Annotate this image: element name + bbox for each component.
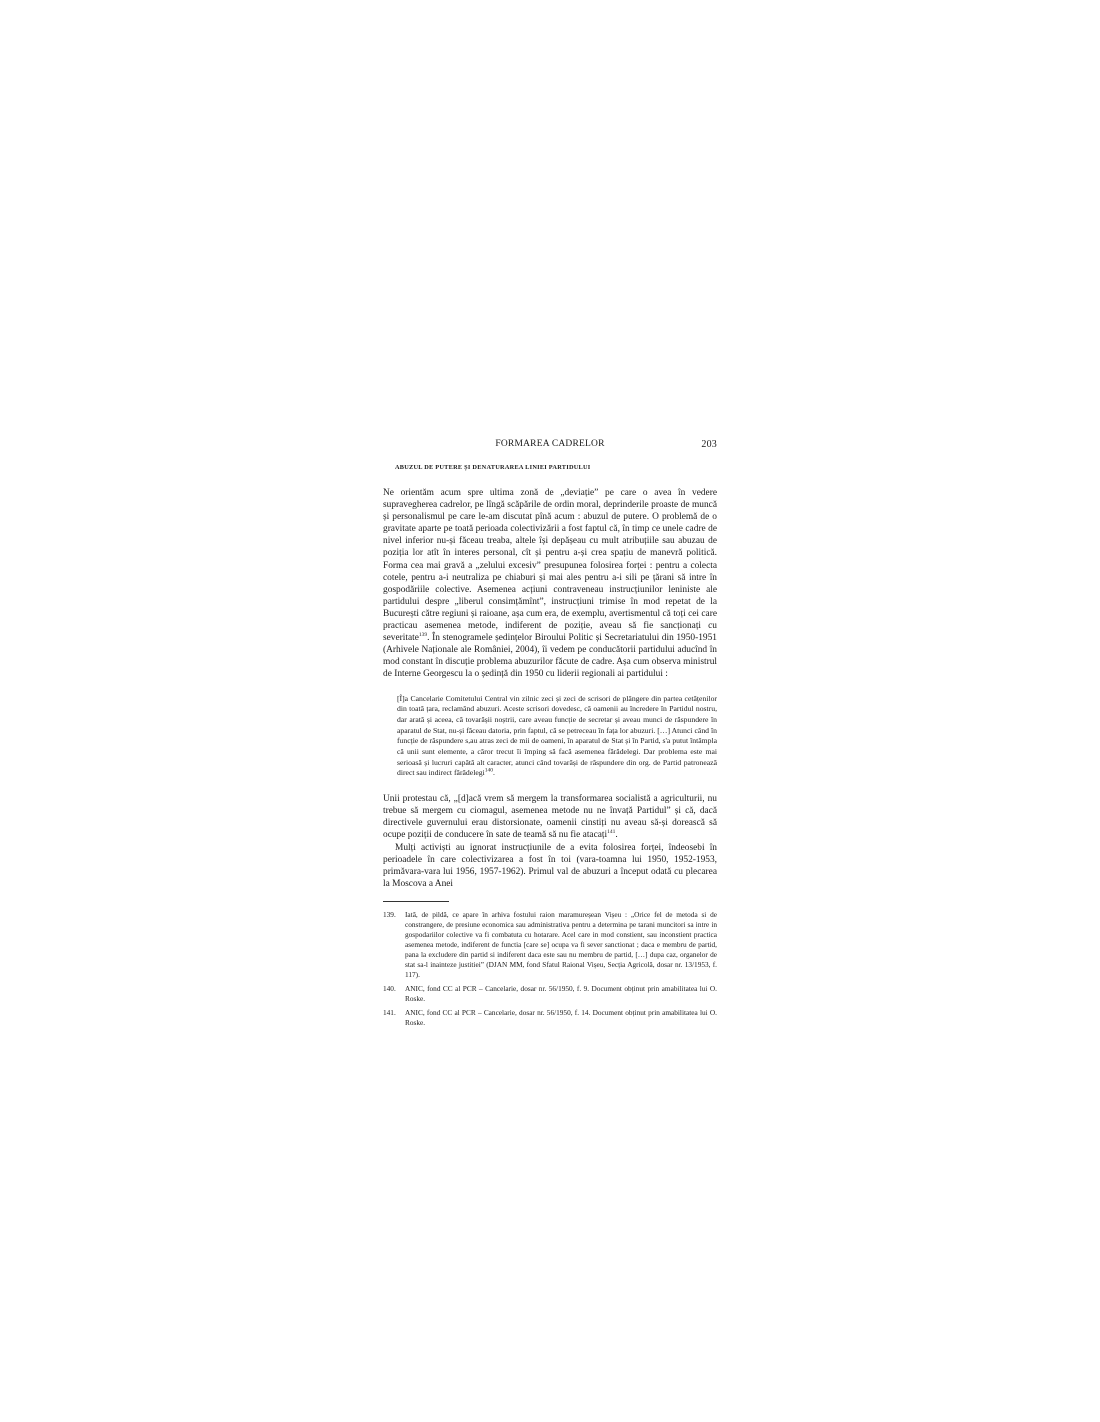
- quote-text: [Î]a Cancelarie Comitetului Central vin zilnic zeci și zeci de scrisori de plângere din partea cetățenilor din toată țara, reclamând abuzuri. Aceste scrisori dovedesc, că oamenii au încredere în Partidul nostru, dar arată și aceea, că tovarășii noștrii, care aveau funcție de secretar și aveau munci de răspundere în aparatul de Stat, nu-și făceau datoria, prin faptul, că se petreceau în fața lor abuzuri. […] Atunci când în funcție de răspundere s,au atras zeci de mii de oameni, în aparatul de Stat și în Partid, s'a putut întâmpla că unii sunt elemente, a căror trecut îi împing să facă asemenea fărădelegi. Dar problema este mai serioasă și lucruri capătă alt caracter, atunci când tovarăși de răspundere din org. de Partid patronează direct sau indirect fărădelegi: [397, 693, 717, 778]
- footnote-ref-141: 141: [607, 829, 616, 836]
- footnote-139: [383, 910, 717, 980]
- footnote-text: Iată, de pildă, ce apare în arhiva fostului raion maramureșean Vișeu : „Orice fel de metoda si de constrangere, de presiune economica sau administrativa pentru a determina pe tarani muncitori sa intre in gospodariilor colective va fi combatuta cu hotarare. Acel care in mod constient, sau inconstient practica asemenea metode, indiferent de functia [care se] ocupa va fi sever sanctionat ; daca e membru de partid, pana la excludere din partid si indiferent daca este sau nu membru de partid, […] dupa caz, organelor de stat sa-l inainteze justitiei” (DJAN MM, fond Sfatul Raional Vișeu, Secția Agricolă, dosar nr. 13/1953, f. 117).: [405, 909, 717, 979]
- footnote-number: 141.: [383, 1007, 396, 1017]
- paragraph-1-continuation: . În stenogramele ședințelor Biroului Politic și Secretariatului din 1950-1951 (Arhivele Naționale ale României, 2004), îi vedem pe conducătorii partidului aducînd în mod constant în discuție problema abuzurilor făcute de cadre. Așa cum observa ministrul de Interne Georgescu la o ședință din 1950 cu liderii regionali ai partidului :: [383, 633, 718, 680]
- footnote-text: ANIC, fond CC al PCR – Cancelarie, dosar nr. 56/1950, f. 14. Document obținut prin amabilitatea lui O. Roske.: [405, 1007, 717, 1027]
- footnote-141: [383, 1008, 717, 1028]
- paragraph-1: [383, 487, 717, 681]
- footnote-140: [383, 984, 717, 1004]
- footnote-rule: [383, 901, 449, 902]
- footnote-number: 140.: [383, 983, 396, 993]
- quote-end: .: [492, 768, 495, 778]
- block-quote: [397, 694, 717, 780]
- paragraph-2: [383, 793, 717, 841]
- footnote-number: 139.: [383, 909, 396, 919]
- footnote-ref-140: 140: [484, 767, 493, 774]
- paragraph-3: Mulți activiști au ignorat instrucțiunile de a evita folosirea forței, îndeosebi în perioadele în care colectivizarea a fost în toi (vara-toamna lui 1950, 1952-1953, primăvara-vara lui 1956, 1957-1962). Primul val de abuzuri a început odată cu plecarea la Moscova a Anei: [383, 842, 717, 889]
- paragraph-2-continuation: .: [615, 830, 618, 841]
- page-number: 203: [701, 439, 717, 450]
- body-text: [383, 487, 717, 890]
- footnote-ref-139: 139: [418, 632, 428, 638]
- text-block: [383, 439, 717, 1032]
- running-header: [383, 439, 717, 453]
- footnote-text: ANIC, fond CC al PCR – Cancelarie, dosar nr. 56/1950, f. 9. Document obținut prin amabilitatea lui O. Roske.: [405, 983, 717, 1003]
- paragraph-1-text: Ne orientăm acum spre ultima zonă de „deviație” pe care o avea în vedere supravegherea cadrelor, pe lîngă scăpările de ordin moral, deprinderile proaste de muncă și personalismul pe care le-am discutat pînă acum : abuzul de putere. O problemă de o gravitate aparte pe toată perioada colectivizării a fost faptul că, în timp ce unele cadre de nivel inferior nu-și făceau treaba, altele își depășeau cu mult atribuțiile sau abuzau de poziția lor atît în interes personal, cît și pentru a-și crea spațiu de manevră politică. Forma cea mai gravă a „zelului excesiv” presupunea folosirea forței : pentru a colecta cotele, pentru a-i neutraliza pe chiaburi și mai ales pentru a-i sili pe țărani să intre în gospodăriile colective. Asemenea acțiuni contraveneau instrucțiunilor leniniste ale partidului despre „liberul consimțămînt”, instrucțiuni trimise în mod repetat de la București către regiuni și raioane, așa cum era, de exemplu, avertismentul că toți cei care practicau asemenea metode, indiferent de poziție, aveau să fie sancționați cu severitate: [383, 488, 717, 644]
- paragraph-2-text: Unii protestau că, „[d]acă vrem să mergem la transformarea socialistă a agriculturii, nu trebue să mergem cu ciomagul, asemenea metode nu ne învață Partidul” și că, dacă directivele guvernului erau distorsionate, oamenii cinstiți nu aveau să-și dorească să ocupe poziții de conducere în sate de teamă să nu fie atacați: [383, 794, 717, 841]
- section-heading: ABUZUL DE PUTERE ȘI DENATURAREA LINIEI PARTIDULUI: [395, 464, 591, 471]
- footnotes: [383, 910, 717, 1028]
- running-title: FORMAREA CADRELOR: [495, 439, 605, 449]
